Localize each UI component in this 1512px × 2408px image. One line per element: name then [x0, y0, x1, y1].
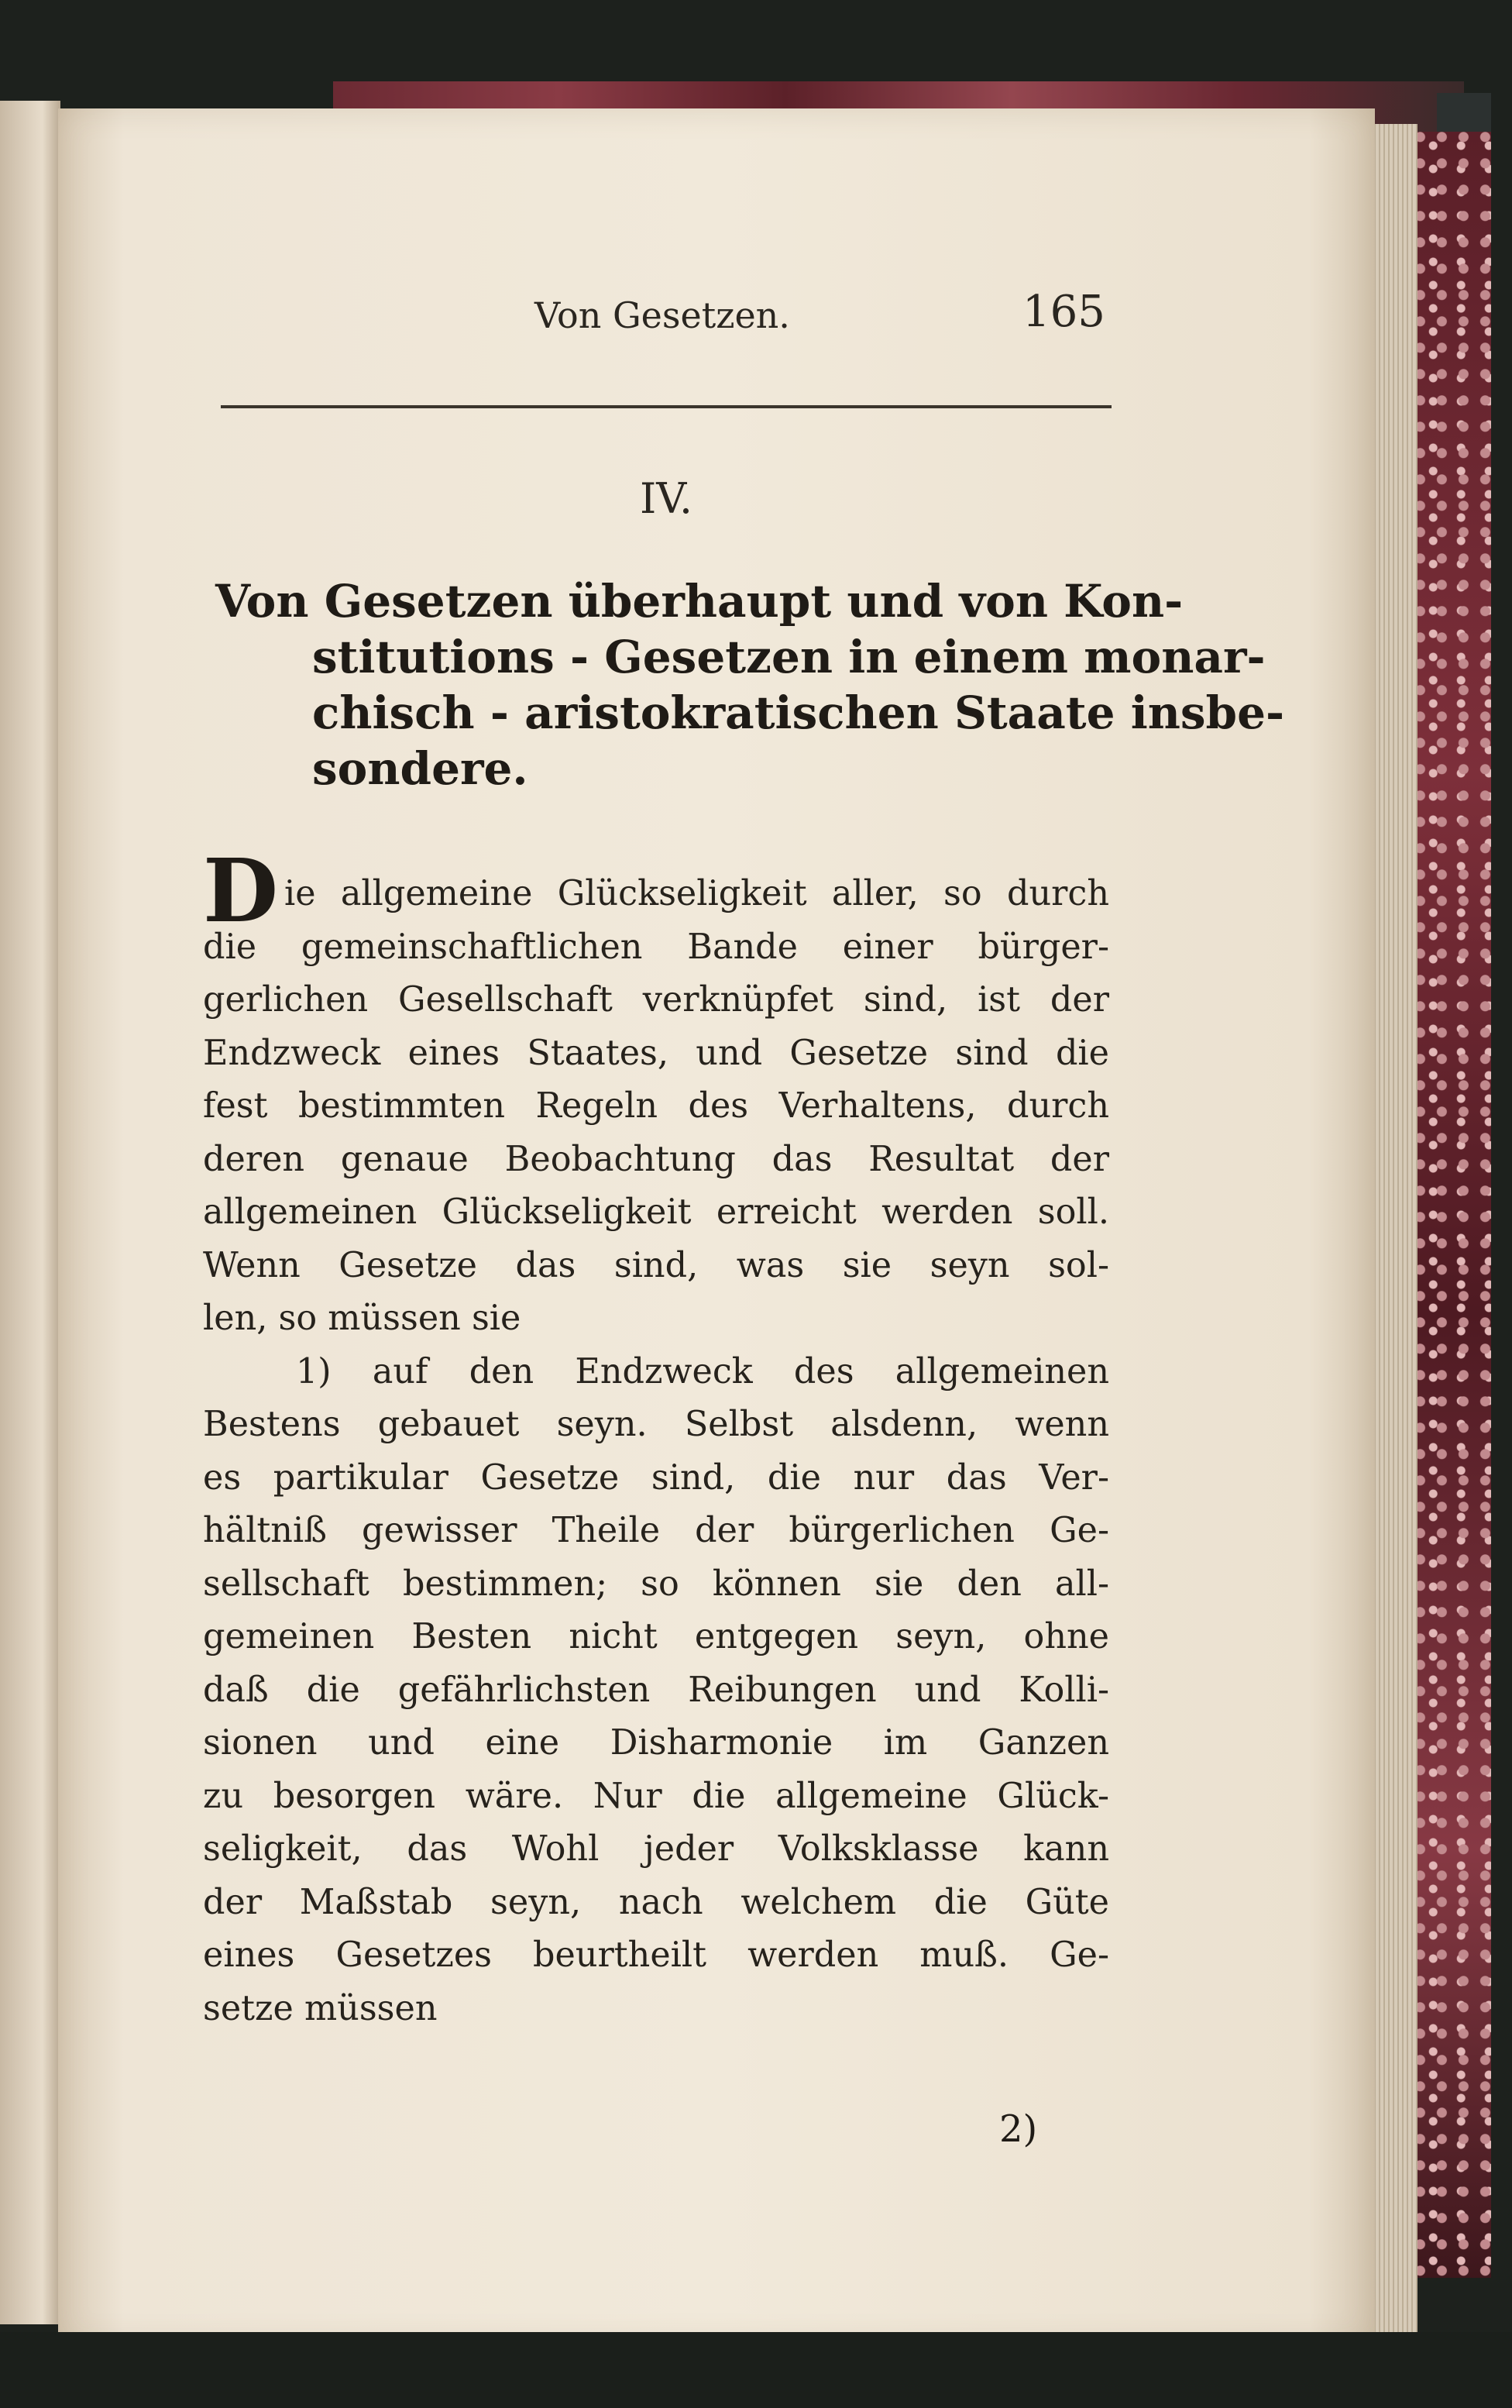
text-line: sellschaft bestimmen; so können sie den all-	[203, 1563, 1109, 1604]
drop-cap: D	[203, 841, 279, 942]
chapter-title	[215, 573, 1285, 796]
text-line: 1) auf den Endzweck des allgemeinen	[296, 1351, 1109, 1391]
text-line: setze müssen	[203, 1988, 438, 2028]
text-line: Endzweck eines Staates, und Gesetze sind die	[203, 1033, 1109, 1073]
text-line: Bestens gebauet seyn. Selbst alsdenn, wenn	[203, 1405, 1109, 1444]
text-line: daß die gefährlichsten Reibungen und Kolli-	[203, 1670, 1109, 1710]
header-rule	[221, 405, 1112, 408]
text-line: die gemeinschaftlichen Bande einer bürger-	[203, 927, 1109, 967]
text-line: gerlichen Gesellschaft verknüpfet sind, ist der	[203, 980, 1109, 1020]
text-line: zu besorgen wäre. Nur die allgemeine Glück-	[203, 1776, 1109, 1816]
page-number: 165	[1022, 287, 1105, 337]
text-line: deren genaue Beobachtung das Resultat der	[203, 1139, 1109, 1179]
text-line: allgemeinen Glückseligkeit erreicht werden soll.	[203, 1192, 1109, 1232]
text-line: es partikular Gesetze sind, die nur das Ver-	[203, 1457, 1109, 1498]
text-line: len, so müssen sie	[203, 1299, 521, 1338]
text-line: Wenn Gesetze das sind, was sie seyn sol-	[203, 1245, 1109, 1285]
text-line: hältniß gewisser Theile der bürgerlichen Ge-	[203, 1511, 1109, 1550]
text-line: der Maßstab seyn, nach welchem die Güte	[203, 1882, 1109, 1922]
chapter-title-line: Von Gesetzen überhaupt und von Kon-	[215, 575, 1184, 628]
chapter-number: IV.	[639, 474, 693, 523]
background-shadow	[0, 2332, 1512, 2408]
chapter-title-line: chisch - aristokratischen Staate insbe-	[312, 686, 1285, 739]
facing-page-edge	[0, 101, 60, 2324]
text-line: sionen und eine Disharmonie im Ganzen	[203, 1723, 1109, 1763]
text-line: seligkeit, das Wohl jeder Volksklasse kann	[203, 1829, 1109, 1869]
body-paragraph	[203, 868, 1109, 2035]
book-cover-marbled-edge	[1414, 132, 1491, 2278]
running-title: Von Gesetzen.	[534, 294, 790, 336]
catchword: 2)	[999, 2107, 1038, 2151]
text-line: ie allgemeine Glückseligkeit aller, so durch	[284, 874, 1109, 913]
chapter-title-line: stitutions - Gesetzen in einem monar-	[312, 631, 1266, 683]
text-line: fest bestimmten Regeln des Verhaltens, durch	[203, 1086, 1109, 1126]
text-line: gemeinen Besten nicht entgegen seyn, ohne	[203, 1617, 1109, 1656]
text-line: eines Gesetzes beurtheilt werden muß. Ge-	[203, 1935, 1109, 1975]
chapter-title-line: sondere.	[312, 742, 528, 795]
